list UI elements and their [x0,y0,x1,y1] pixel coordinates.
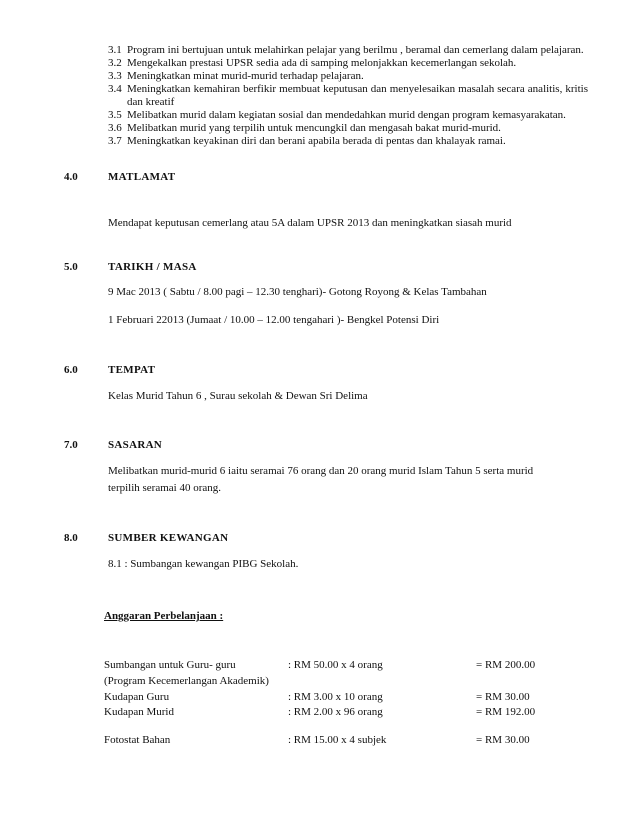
sasaran-line-2: terpilih seramai 40 orang. [108,482,222,494]
objective-item [108,109,588,122]
tempat-text: Kelas Murid Tahun 6 , Surau sekolah & Dewan Sri Delima [108,390,368,402]
objective-number: 3.5 [108,109,122,121]
objective-text: Meningkatkan minat murid-murid terhadap pelajaran. [127,70,364,82]
section-number-sumber: 8.0 [64,532,78,544]
budget-item: Fotostat Bahan [104,734,171,746]
objective-number: 3.6 [108,122,122,134]
matlamat-text: Mendapat keputusan cemerlang atau 5A dalam UPSR 2013 dan meningkatkan siasah murid [108,217,512,229]
objective-text: Program ini bertujuan untuk melahirkan pelajar yang berilmu , beramal dan cemerlang dalam pelajaran. [127,44,584,56]
budget-rate: : RM 50.00 x 4 orang [288,659,383,671]
budget-total: = RM 30.00 [476,734,530,746]
objective-item [108,57,588,70]
section-title-matlamat: MATLAMAT [108,171,176,183]
section-number-tempat: 6.0 [64,364,78,376]
sasaran-line-1: Melibatkan murid-murid 6 iaitu seramai 76 orang dan 20 orang murid Islam Tahun 5 serta murid [108,465,534,477]
budget-row [104,675,584,689]
objective-number: 3.4 [108,83,122,95]
objective-number: 3.1 [108,44,122,56]
objectives-list [108,44,588,148]
objective-number: 3.3 [108,70,122,82]
section-title-tarikh: TARIKH / MASA [108,261,197,273]
objective-item [108,44,588,57]
section-number-sasaran: 7.0 [64,439,78,451]
sumber-text: 8.1 : Sumbangan kewangan PIBG Sekolah. [108,558,299,570]
objective-text: Meningkatkan kemahiran berfikir membuat keputusan dan menyelesaikan masalah secara analitis, kritis dan kreatif [127,83,588,108]
budget-rate: : RM 15.00 x 4 subjek [288,734,387,746]
budget-item: Kudapan Guru [104,691,170,703]
budget-rate: : RM 2.00 x 96 orang [288,706,383,718]
objective-item [108,83,588,109]
objective-text: Mengekalkan prestasi UPSR sedia ada di samping melonjakkan kecemerlangan sekolah. [127,57,517,69]
budget-total: = RM 200.00 [476,659,536,671]
section-number-tarikh: 5.0 [64,261,78,273]
section-number-matlamat: 4.0 [64,171,78,183]
objective-text: Melibatkan murid yang terpilih untuk mencungkil dan mengasah bakat murid-murid. [127,122,501,134]
section-title-sasaran: SASARAN [108,439,163,451]
budget-row [104,659,584,673]
budget-total: = RM 192.00 [476,706,536,718]
budget-rate: : RM 3.00 x 10 orang [288,691,383,703]
objective-number: 3.7 [108,135,122,147]
budget-total: = RM 30.00 [476,691,530,703]
objective-text: Meningkatkan keyakinan diri dan berani apabila berada di pentas dan khalayak ramai. [127,135,506,147]
objective-number: 3.2 [108,57,122,69]
objective-item [108,70,588,83]
section-title-sumber: SUMBER KEWANGAN [108,532,229,544]
budget-row [104,706,584,720]
budget-heading: Anggaran Perbelanjaan : [104,610,224,622]
objective-text: Melibatkan murid dalam kegiatan sosial dan mendedahkan murid dengan program kemasyarakatan. [127,109,566,121]
budget-row [104,734,584,748]
tarikh-line-1: 9 Mac 2013 ( Sabtu / 8.00 pagi – 12.30 tenghari)- Gotong Royong & Kelas Tambahan [108,286,487,298]
budget-item: Kudapan Murid [104,706,174,718]
section-title-tempat: TEMPAT [108,364,156,376]
budget-row [104,691,584,705]
objective-item [108,122,588,135]
tarikh-line-2: 1 Februari 22013 (Jumaat / 10.00 – 12.00 tengahari )- Bengkel Potensi Diri [108,314,440,326]
budget-item: Sumbangan untuk Guru- guru [104,659,236,671]
budget-item: (Program Kecemerlangan Akademik) [104,675,269,687]
objective-item [108,135,588,148]
